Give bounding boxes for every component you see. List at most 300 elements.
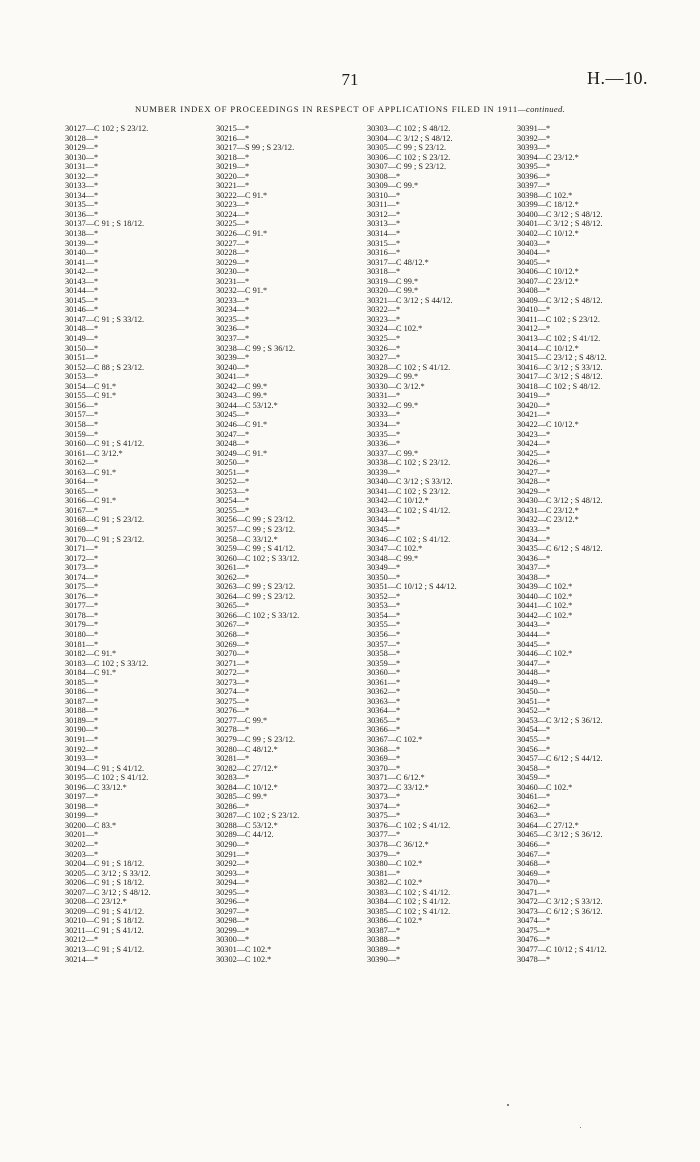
- index-entry: 30308—*: [367, 171, 401, 181]
- index-entry: 30439—C 102.*: [517, 582, 573, 592]
- index-entry: 30426—*: [517, 458, 551, 468]
- index-entry: 30168—C 91 ; S 23/12.: [65, 515, 145, 525]
- running-title: [20, 104, 680, 114]
- index-entry: 30294—*: [216, 878, 250, 888]
- index-entry: 30451—*: [517, 696, 551, 706]
- index-entry: 30203—*: [65, 849, 99, 859]
- running-title-suffix: —continued.: [518, 104, 565, 114]
- index-entry: 30144—*: [65, 286, 99, 296]
- index-entry: 30328—C 102 ; S 41/12.: [367, 362, 451, 372]
- index-entry: 30215—*: [216, 124, 250, 133]
- index-entry: 30266—C 102 ; S 33/12.: [216, 610, 300, 620]
- index-entry: 30378—C 36/12.*: [367, 840, 429, 850]
- index-entry: 30372—C 33/12.*: [367, 782, 429, 792]
- index-entry: 30209—C 91 ; S 41/12.: [65, 906, 145, 916]
- index-entry: 30320—C 99.*: [367, 286, 419, 296]
- index-entry: 30384—C 102 ; S 41/12.: [367, 897, 451, 907]
- index-entry: 30169—*: [65, 524, 99, 534]
- paper-speck: [580, 1127, 581, 1128]
- index-entry: 30248—*: [216, 439, 250, 449]
- index-entry: 30216—*: [216, 133, 250, 143]
- index-entry: 30380—C 102.*: [367, 859, 423, 869]
- index-entry: 30450—*: [517, 687, 551, 697]
- index-entry: 30393—*: [517, 143, 551, 153]
- index-entry: 30246—C 91.*: [216, 419, 268, 429]
- index-entry: 30341—C 102 ; S 23/12.: [367, 486, 451, 496]
- index-entry: 30137—C 91 ; S 18/12.: [65, 219, 145, 229]
- index-entry: 30163—C 91.*: [65, 467, 117, 477]
- index-entry: 30133—*: [65, 181, 99, 191]
- index-entry: 30442—C 102.*: [517, 610, 573, 620]
- index-entry: 30343—C 102 ; S 41/12.: [367, 505, 451, 515]
- index-entry: 30242—C 99.*: [216, 381, 268, 391]
- index-entry: 30327—*: [367, 353, 401, 363]
- index-entry: 30373—*: [367, 792, 401, 802]
- index-entry: 30458—*: [517, 763, 551, 773]
- index-entry: 30231—*: [216, 276, 250, 286]
- index-entry: 30406—C 10/12.*: [517, 267, 579, 277]
- index-entry: 30218—*: [216, 152, 250, 162]
- index-entry: 30463—*: [517, 811, 551, 821]
- index-entry: 30361—*: [367, 677, 401, 687]
- index-entry: 30396—*: [517, 171, 551, 181]
- index-entry: 30399—C 18/12.*: [517, 200, 579, 210]
- index-entry: 30175—*: [65, 582, 99, 592]
- index-entry: 30465—C 3/12 ; S 36/12.: [517, 830, 603, 840]
- index-entry: 30413—C 102 ; S 41/12.: [517, 334, 601, 344]
- index-entry: 30298—*: [216, 916, 250, 926]
- index-entry: 30268—*: [216, 629, 250, 639]
- index-entry: 30473—C 6/12 ; S 36/12.: [517, 906, 603, 916]
- index-entry: 30388—*: [367, 935, 401, 945]
- index-entry: 30164—*: [65, 477, 99, 487]
- index-entry: 30352—*: [367, 591, 401, 601]
- index-entry: 30299—*: [216, 925, 250, 935]
- index-entry: 30221—*: [216, 181, 250, 191]
- index-entry: 30370—*: [367, 763, 401, 773]
- index-entry: 30271—*: [216, 658, 250, 668]
- index-entry: 30282—C 27/12.*: [216, 763, 278, 773]
- index-entry: 30379—*: [367, 849, 401, 859]
- index-entry: 30190—*: [65, 725, 99, 735]
- index-entry: 30257—C 99 ; S 23/12.: [216, 524, 296, 534]
- index-entry: 30440—C 102.*: [517, 591, 573, 601]
- index-entry: 30329—C 99.*: [367, 372, 419, 382]
- index-entry: 30277—C 99.*: [216, 715, 268, 725]
- index-entry: 30204—C 91 ; S 18/12.: [65, 859, 145, 869]
- index-entry: 30381—*: [367, 868, 401, 878]
- index-entry: 30150—*: [65, 343, 99, 353]
- index-entry: 30314—*: [367, 229, 401, 239]
- index-entry: 30241—*: [216, 372, 250, 382]
- index-entry: 30309—C 99.*: [367, 181, 419, 191]
- index-entry: 30255—*: [216, 505, 250, 515]
- index-entry: 30419—*: [517, 391, 551, 401]
- index-entry: 30403—*: [517, 238, 551, 248]
- index-entry: 30443—*: [517, 620, 551, 630]
- index-entry: 30240—*: [216, 362, 250, 372]
- index-entry: 30446—C 102.*: [517, 649, 573, 659]
- index-entry: 30151—*: [65, 353, 99, 363]
- index-entry: 30232—C 91.*: [216, 286, 268, 296]
- index-entry: 30285—C 99.*: [216, 792, 268, 802]
- index-entry: 30398—C 102.*: [517, 190, 573, 200]
- index-entry: 30228—*: [216, 248, 250, 258]
- index-entry: 30315—*: [367, 238, 401, 248]
- index-entry: 30415—C 23/12 ; S 48/12.: [517, 353, 607, 363]
- index-entry: 30291—*: [216, 849, 250, 859]
- index-entry: 30229—*: [216, 257, 250, 267]
- index-entry: 30366—*: [367, 725, 401, 735]
- index-entry: 30278—*: [216, 725, 250, 735]
- index-entry: 30382—C 102.*: [367, 878, 423, 888]
- index-entry: 30454—*: [517, 725, 551, 735]
- index-entry: 30130—*: [65, 152, 99, 162]
- index-entry: 30475—*: [517, 925, 551, 935]
- index-entry: 30441—C 102.*: [517, 601, 573, 611]
- index-entry: 30170—C 91 ; S 23/12.: [65, 534, 145, 544]
- index-entry: 30434—*: [517, 534, 551, 544]
- index-entry: 30195—C 102 ; S 41/12.: [65, 773, 149, 783]
- index-entry: 30141—*: [65, 257, 99, 267]
- index-entry: 30358—*: [367, 649, 401, 659]
- index-entry: 30338—C 102 ; S 23/12.: [367, 458, 451, 468]
- index-entry: 30438—*: [517, 572, 551, 582]
- index-entry: 30410—*: [517, 305, 551, 315]
- index-entry: 30260—C 102 ; S 33/12.: [216, 553, 300, 563]
- index-entry: 30417—C 3/12 ; S 48/12.: [517, 372, 603, 382]
- index-entry: 30412—*: [517, 324, 551, 334]
- index-entry: 30305—C 99 ; S 23/12.: [367, 143, 447, 153]
- index-entry: 30468—*: [517, 859, 551, 869]
- index-entry: 30253—*: [216, 486, 250, 496]
- index-entry: 30423—*: [517, 429, 551, 439]
- index-entry: 30138—*: [65, 229, 99, 239]
- index-entry: 30201—*: [65, 830, 99, 840]
- index-entry: 30342—C 10/12.*: [367, 496, 429, 506]
- index-entry: 30251—*: [216, 467, 250, 477]
- index-entry: 30288—C 53/12.*: [216, 820, 278, 830]
- index-entry: 30272—*: [216, 668, 250, 678]
- index-entry: 30171—*: [65, 544, 99, 554]
- index-entry: 30353—*: [367, 601, 401, 611]
- index-entry: 30181—*: [65, 639, 99, 649]
- index-entry: 30472—C 3/12 ; S 33/12.: [517, 897, 603, 907]
- index-entry: 30267—*: [216, 620, 250, 630]
- index-entry: 30165—*: [65, 486, 99, 496]
- index-entry: 30311—*: [367, 200, 400, 210]
- index-entry: 30184—C 91.*: [65, 668, 117, 678]
- index-entry: 30223—*: [216, 200, 250, 210]
- index-entry: 30471—*: [517, 887, 551, 897]
- page-number: 71: [341, 70, 359, 89]
- index-entry: 30316—*: [367, 248, 401, 258]
- index-entry: 30437—*: [517, 563, 551, 573]
- index-entry: 30313—*: [367, 219, 401, 229]
- index-entry: 30149—*: [65, 334, 99, 344]
- index-entry: 30477—C 10/12 ; S 41/12.: [517, 945, 607, 955]
- index-entry: 30362—*: [367, 687, 401, 697]
- index-entry: 30367—C 102.*: [367, 735, 423, 744]
- index-entry: 30159—*: [65, 429, 99, 439]
- index-entry: 30436—*: [517, 553, 551, 563]
- index-entry: 30262—*: [216, 572, 250, 582]
- index-entry: 30337—C 99.*: [367, 448, 419, 458]
- index-entry: 30307—C 99 ; S 23/12.: [367, 162, 447, 172]
- index-entry: 30300—*: [216, 935, 250, 945]
- index-entry: 30214—*: [65, 954, 99, 964]
- index-entry: 30334—*: [367, 419, 401, 429]
- index-entry: 30199—*: [65, 811, 99, 821]
- index-entry: 30148—*: [65, 324, 99, 334]
- index-entry: 30134—*: [65, 190, 99, 200]
- index-entry: 30348—C 99.*: [367, 553, 419, 563]
- index-entry: 30233—*: [216, 295, 250, 305]
- index-entry: 30205—C 3/12 ; S 33/12.: [65, 868, 151, 878]
- index-entry: 30400—C 3/12 ; S 48/12.: [517, 209, 603, 219]
- index-entry: 30132—*: [65, 171, 99, 181]
- index-entry: 30176—*: [65, 591, 99, 601]
- index-entry: 30404—*: [517, 248, 551, 258]
- index-entry: 30264—C 99 ; S 23/12.: [216, 591, 296, 601]
- index-entry: 30431—C 23/12.*: [517, 505, 579, 515]
- index-entry: 30447—*: [517, 658, 551, 668]
- index-entry: 30409—C 3/12 ; S 48/12.: [517, 295, 603, 305]
- index-entry: 30194—C 91 ; S 41/12.: [65, 763, 145, 773]
- index-entry: 30153—*: [65, 372, 99, 382]
- index-entry: 30476—*: [517, 935, 551, 945]
- index-entry: 30258—C 33/12.*: [216, 534, 278, 544]
- index-entry: 30226—C 91.*: [216, 229, 268, 239]
- index-entry: 30222—C 91.*: [216, 190, 268, 200]
- index-entry: 30356—*: [367, 629, 401, 639]
- index-entry: 30369—*: [367, 754, 401, 764]
- index-entry: 30303—C 102 ; S 48/12.: [367, 124, 451, 133]
- index-entry: 30331—*: [367, 391, 401, 401]
- index-entry: 30466—*: [517, 840, 551, 850]
- index-entry: 30402—C 10/12.*: [517, 229, 579, 239]
- index-entry: 30462—*: [517, 801, 551, 811]
- index-entry: 30167—*: [65, 505, 99, 515]
- index-entry: 30186—*: [65, 687, 99, 697]
- index-entry: 30326—*: [367, 343, 401, 353]
- index-entry: 30247—*: [216, 429, 250, 439]
- index-entry: 30360—*: [367, 668, 401, 678]
- index-entry: 30243—C 99.*: [216, 391, 268, 401]
- index-entry: 30390—*: [367, 954, 401, 964]
- index-entry: 30200—C 83.*: [65, 820, 117, 830]
- index-entry: 30208—C 23/12.*: [65, 897, 127, 907]
- index-entry: 30456—*: [517, 744, 551, 754]
- index-entry: 30259—C 99 ; S 41/12.: [216, 544, 296, 554]
- index-entry: 30235—*: [216, 314, 250, 324]
- index-entry: 30449—*: [517, 677, 551, 687]
- index-entry: 30263—C 99 ; S 23/12.: [216, 582, 296, 592]
- index-entry: 30244—C 53/12.*: [216, 400, 278, 410]
- index-entry: 30421—*: [517, 410, 551, 420]
- index-entry: 30340—C 3/12 ; S 33/12.: [367, 477, 453, 487]
- index-entry: 30210—C 91 ; S 18/12.: [65, 916, 145, 926]
- index-entry: 30397—*: [517, 181, 551, 191]
- index-entry: 30219—*: [216, 162, 250, 172]
- index-entry: 30433—*: [517, 524, 551, 534]
- index-entry: 30427—*: [517, 467, 551, 477]
- index-entry: 30174—*: [65, 572, 99, 582]
- index-entry: 30385—C 102 ; S 41/12.: [367, 906, 451, 916]
- index-entry: 30420—*: [517, 400, 551, 410]
- index-entry: 30429—*: [517, 486, 551, 496]
- index-entry: 30284—C 10/12.*: [216, 782, 278, 792]
- index-entry: 30273—*: [216, 677, 250, 687]
- running-title-main: NUMBER INDEX OF PROCEEDINGS IN RESPECT OF APPLICATIONS FILED IN 1911: [135, 104, 519, 114]
- index-entry: 30448—*: [517, 668, 551, 678]
- index-entry: 30131—*: [65, 162, 99, 172]
- index-entry: 30357—*: [367, 639, 401, 649]
- index-entry: 30345—*: [367, 524, 401, 534]
- index-entry: 30154—C 91.*: [65, 381, 117, 391]
- index-entry: 30180—*: [65, 629, 99, 639]
- index-entry: 30304—C 3/12 ; S 48/12.: [367, 133, 453, 143]
- index-entry: 30418—C 102 ; S 48/12.: [517, 381, 601, 391]
- index-entry: 30280—C 48/12.*: [216, 744, 278, 754]
- index-entry: 30364—*: [367, 706, 401, 716]
- index-entry: 30139—*: [65, 238, 99, 248]
- index-entry: 30333—*: [367, 410, 401, 420]
- index-entry: 30363—*: [367, 696, 401, 706]
- index-entry: 30310—*: [367, 190, 401, 200]
- index-entry: 30261—*: [216, 563, 250, 573]
- index-entry: 30401—C 3/12 ; S 48/12.: [517, 219, 603, 229]
- index-entry: 30351—C 10/12 ; S 44/12.: [367, 582, 457, 592]
- index-entry: 30191—*: [65, 735, 99, 744]
- index-entry: 30192—*: [65, 744, 99, 754]
- index-entry: 30179—*: [65, 620, 99, 630]
- index-entry: 30269—*: [216, 639, 250, 649]
- index-entry: 30350—*: [367, 572, 401, 582]
- index-entry: 30332—C 99.*: [367, 400, 419, 410]
- index-entry: 30256—C 99 ; S 23/12.: [216, 515, 296, 525]
- index-entry: 30317—C 48/12.*: [367, 257, 429, 267]
- index-entry: 30289—C 44/12.: [216, 830, 274, 840]
- index-entry: 30297—*: [216, 906, 250, 916]
- index-entry: 30347—C 102.*: [367, 544, 423, 554]
- index-entry: 30270—*: [216, 649, 250, 659]
- index-entry: 30453—C 3/12 ; S 36/12.: [517, 715, 603, 725]
- index-entry: 30344—*: [367, 515, 401, 525]
- index-entry: 30250—*: [216, 458, 250, 468]
- index-entry: 30286—*: [216, 801, 250, 811]
- index-entry: 30391—*: [517, 124, 551, 133]
- index-entry: 30178—*: [65, 610, 99, 620]
- index-entry: 30354—*: [367, 610, 401, 620]
- index-entry: 30287—C 102 ; S 23/12.: [216, 811, 300, 821]
- index-entry: 30322—*: [367, 305, 401, 315]
- index-entry: 30335—*: [367, 429, 401, 439]
- index-entry: 30395—*: [517, 162, 551, 172]
- index-entry: 30455—*: [517, 735, 551, 744]
- index-entry: 30128—*: [65, 133, 99, 143]
- index-entry: 30276—*: [216, 706, 250, 716]
- index-entry: 30374—*: [367, 801, 401, 811]
- index-entry: 30157—*: [65, 410, 99, 420]
- index-entry: 30452—*: [517, 706, 551, 716]
- index-entry: 30265—*: [216, 601, 250, 611]
- index-entry: 30193—*: [65, 754, 99, 764]
- index-entry: 30355—*: [367, 620, 401, 630]
- index-entry: 30135—*: [65, 200, 99, 210]
- index-entry: 30325—*: [367, 334, 401, 344]
- paper-speck: [507, 1104, 509, 1106]
- index-entry: 30160—C 91 ; S 41/12.: [65, 439, 145, 449]
- index-entry: 30196—C 33/12.*: [65, 782, 127, 792]
- index-entry: 30376—C 102 ; S 41/12.: [367, 820, 451, 830]
- index-entry: 30459—*: [517, 773, 551, 783]
- index-entry: 30460—C 102.*: [517, 782, 573, 792]
- index-entry: 30225—*: [216, 219, 250, 229]
- index-entry: 30189—*: [65, 715, 99, 725]
- index-entry: 30478—*: [517, 954, 551, 964]
- index-entry: 30467—*: [517, 849, 551, 859]
- index-entry: 30349—*: [367, 563, 401, 573]
- index-entry: 30147—C 91 ; S 33/12.: [65, 314, 145, 324]
- index-entry: 30359—*: [367, 658, 401, 668]
- index-entry: 30474—*: [517, 916, 551, 926]
- index-entry: 30301—C 102.*: [216, 945, 272, 955]
- index-entry: 30207—C 3/12 ; S 48/12.: [65, 887, 151, 897]
- index-entry: 30425—*: [517, 448, 551, 458]
- index-entry: 30293—*: [216, 868, 250, 878]
- index-entry: 30245—*: [216, 410, 250, 420]
- index-entry: 30312—*: [367, 209, 401, 219]
- index-entry: 30213—C 91 ; S 41/12.: [65, 945, 145, 955]
- index-entry: 30368—*: [367, 744, 401, 754]
- index-entry: 30211—C 91 ; S 41/12.: [65, 925, 144, 935]
- index-entry: 30392—*: [517, 133, 551, 143]
- index-entry: 30428—*: [517, 477, 551, 487]
- index-entry: 30339—*: [367, 467, 401, 477]
- index-entry: 30188—*: [65, 706, 99, 716]
- index-entry: 30140—*: [65, 248, 99, 258]
- index-entry: 30254—*: [216, 496, 250, 506]
- index-entry: 30394—C 23/12.*: [517, 152, 579, 162]
- index-entry: 30146—*: [65, 305, 99, 315]
- index-entry: 30371—C 6/12.*: [367, 773, 425, 783]
- index-entry: 30234—*: [216, 305, 250, 315]
- index-entry: 30127—C 102 ; S 23/12.: [65, 124, 149, 133]
- index-entry: 30166—C 91.*: [65, 496, 117, 506]
- index-entry: 30365—*: [367, 715, 401, 725]
- index-entry: 30202—*: [65, 840, 99, 850]
- index-entry: 30236—*: [216, 324, 250, 334]
- index-entry: 30386—C 102.*: [367, 916, 423, 926]
- index-entry: 30457—C 6/12 ; S 44/12.: [517, 754, 603, 764]
- index-entry: 30187—*: [65, 696, 99, 706]
- index-entry: 30182—C 91.*: [65, 649, 117, 659]
- index-entry: 30302—C 102.*: [216, 954, 272, 964]
- index-entry: 30405—*: [517, 257, 551, 267]
- index-entry: 30279—C 99 ; S 23/12.: [216, 735, 296, 744]
- index-entry: 30274—*: [216, 687, 250, 697]
- index-entry: 30469—*: [517, 868, 551, 878]
- index-entry: 30156—*: [65, 400, 99, 410]
- index-entry: 30206—C 91 ; S 18/12.: [65, 878, 145, 888]
- index-entry: 30407—C 23/12.*: [517, 276, 579, 286]
- index-entry: 30290—*: [216, 840, 250, 850]
- index-entry: 30177—*: [65, 601, 99, 611]
- index-entry: 30217—S 99 ; S 23/12.: [216, 143, 295, 153]
- index-column-3: [367, 124, 517, 964]
- index-entry: 30375—*: [367, 811, 401, 821]
